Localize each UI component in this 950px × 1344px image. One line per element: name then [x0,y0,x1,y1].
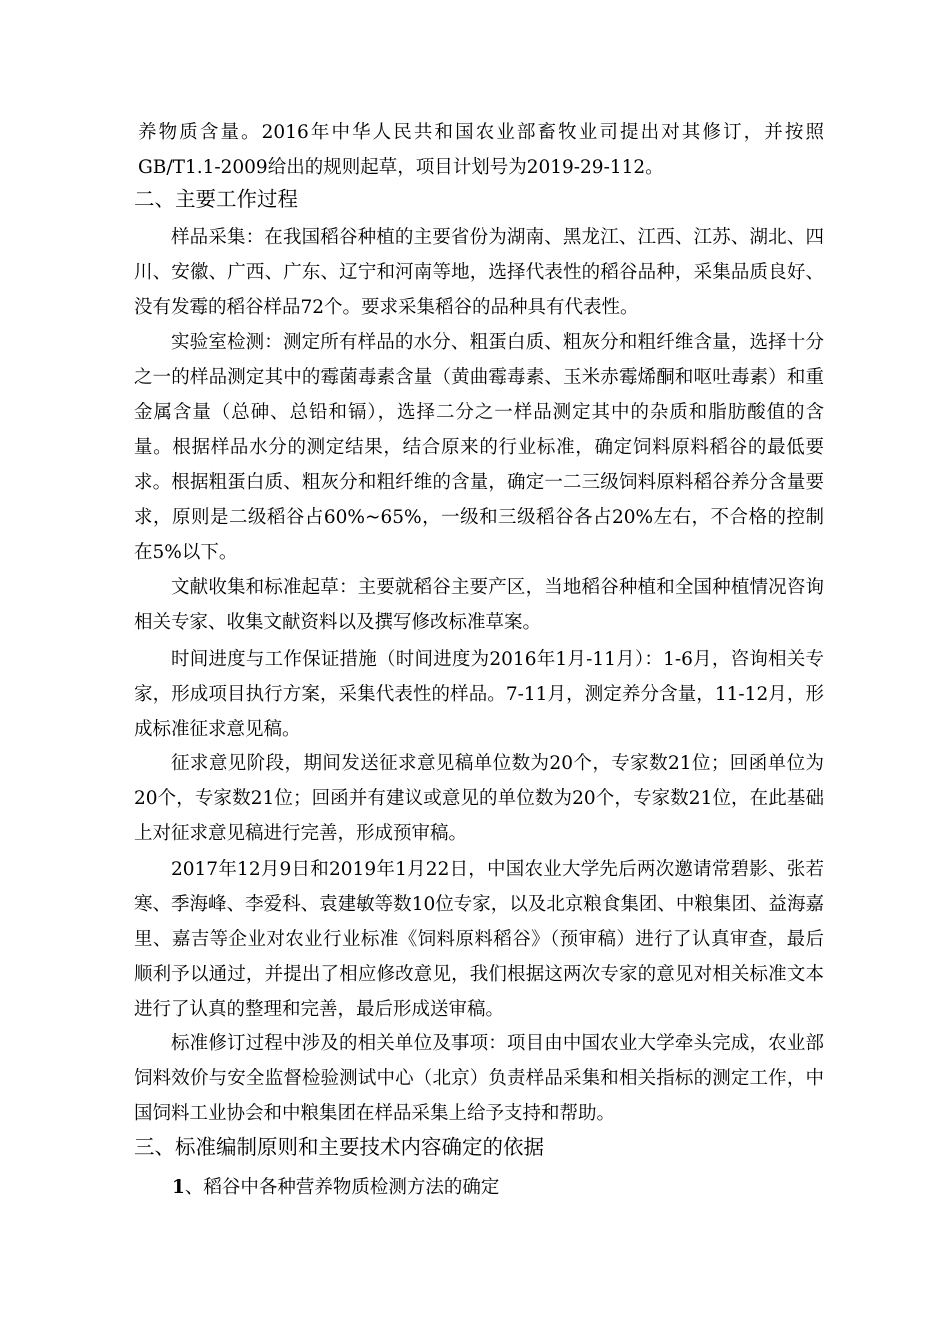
paragraph-literature: 文献收集和标准起草：主要就稻谷主要产区，当地稻谷种植和全国种植情况咨询相关专家、收集文献资料以及撰写修改标准草案。 [134,577,824,633]
subsection-number: 1 [172,1177,185,1198]
subsection-heading-1 [172,1170,499,1205]
paragraph-sample-collection: 样品采集：在我国稻谷种植的主要省份为湖南、黑龙江、江西、江苏、湖北、四川、安徽、广西、广东、辽宁和河南等地，选择代表性的稻谷品种，采集品质良好、没有发霉的稻谷样品72个。要求采集稻谷的品种具有代表性。 [134,227,824,318]
paragraph-consultation: 征求意见阶段，期间发送征求意见稿单位数为20个，专家数21位；回函单位为20个，专家数21位；回函并有建议或意见的单位数为20个，专家数21位，在此基础上对征求意见稿进行完善，形成预审稿。 [134,753,824,844]
paragraph-lab-testing: 实验室检测：测定所有样品的水分、粗蛋白质、粗灰分和粗纤维含量，选择十分之一的样品测定其中的霉菌毒素含量（黄曲霉毒素、玉米赤霉烯酮和呕吐毒素）和重金属含量（总砷、总铅和镉），选择二分之一样品测定其中的杂质和脂肪酸值的含量。根据样品水分的测定结果，结合原来的行业标准，确定饲料原料稻谷的最低要求。根据粗蛋白质、粗灰分和粗纤维的含量，确定一二三级饲料原料稻谷养分含量要求，原则是二级稻谷占60%~65%，一级和三级稻谷各占20%左右，不合格的控制在5%以下。 [134,332,824,563]
section-heading-3: 三、标准编制原则和主要技术内容确定的依据 [134,1135,544,1159]
subsection-title: 、稻谷中各种营养物质检测方法的确定 [184,1177,500,1198]
section-heading-2: 二、主要工作过程 [134,187,298,211]
paragraph-review: 2017年12月9日和2019年1月22日，中国农业大学先后两次邀请常碧影、张若寒、季海峰、李爱科、袁建敏等数10位专家，以及北京粮食集团、中粮集团、益海嘉里、嘉吉等企业对农业行业标准《饲料原料稻谷》（预审稿）进行了认真审查，最后顺利予以通过，并提出了相应修改意见，我们根据这两次专家的意见对相关标准文本进行了认真的整理和完善，最后形成送审稿。 [134,859,824,1020]
paragraph-schedule: 时间进度与工作保证措施（时间进度为2016年1月-11月）：1-6月，咨询相关专家，形成项目执行方案，采集代表性的样品。7-11月，测定养分含量，11-12月，形成标准征求意见稿。 [134,649,824,740]
paragraph-participants: 标准修订过程中涉及的相关单位及事项：项目由中国农业大学牵头完成，农业部饲料效价与安全监督检验测试中心（北京）负责样品采集和相关指标的测定工作，中国饲料工业协会和中粮集团在样品采集上给予支持和帮助。 [134,1033,824,1124]
paragraph-intro-continuation: 养物质含量。2016年中华人民共和国农业部畜牧业司提出对其修订，并按照GB/T1.1-2009给出的规则起草，项目计划号为2019-29-112。 [138,122,824,178]
